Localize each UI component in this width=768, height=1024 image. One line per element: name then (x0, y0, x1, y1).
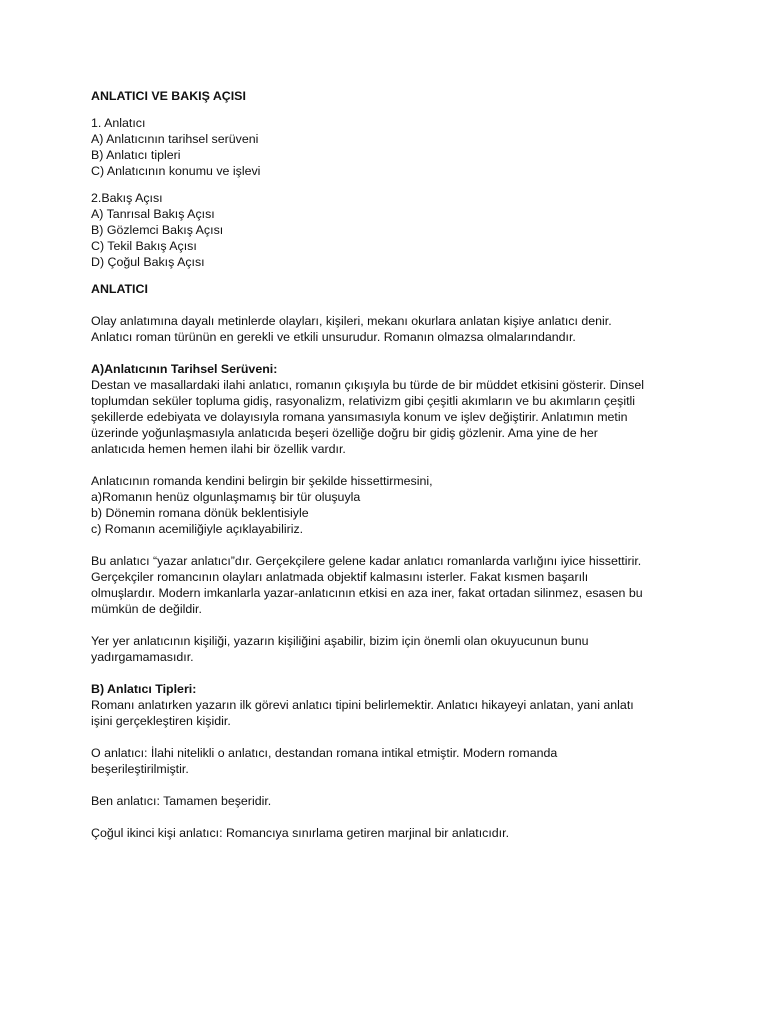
list-item: c) Romanın acemiliğiyle açıklayabiliriz. (91, 522, 304, 536)
outline-2-item: B) Gözlemci Bakış Açısı (91, 223, 224, 237)
subsection-heading-a: A)Anlatıcının Tarihsel Serüveni: (91, 362, 278, 376)
paragraph-line: mümkün de değildir. (91, 602, 202, 616)
paragraph-line: olmuşlardır. Modern imkanlarla yazar-anlatıcının etkisi en aza iner, fakat ortadan silinmez, esasen bu (91, 586, 643, 600)
paragraph-line: beşerileştirilmiştir. (91, 762, 189, 776)
outline-1-item: B) Anlatıcı tipleri (91, 148, 181, 162)
outline-1-item: C) Anlatıcının konumu ve işlevi (91, 164, 261, 178)
paragraph-line: Ben anlatıcı: Tamamen beşeridir. (91, 794, 272, 808)
outline-1-item: A) Anlatıcının tarihsel serüveni (91, 132, 259, 146)
paragraph-line: Olay anlatımına dayalı metinlerde olayları, kişileri, mekanı okurlara anlatan kişiye anlatıcı denir. (91, 314, 612, 328)
paragraph-line: O anlatıcı: İlahi nitelikli o anlatıcı, destandan romana intikal etmiştir. Modern romanda (91, 746, 558, 760)
list-item: a)Romanın henüz olgunlaşmamış bir tür oluşuyla (91, 490, 361, 504)
paragraph-line: Destan ve masallardaki ilahi anlatıcı, romanın çıkışıyla bu türde de bir müddet etkisini gösterir. Dinsel (91, 378, 645, 392)
document-title: ANLATICI VE BAKIŞ AÇISI (91, 89, 246, 103)
paragraph-line: yadırgamamasıdır. (91, 650, 194, 664)
paragraph-line: Yer yer anlatıcının kişiliği, yazarın kişiliğini aşabilir, bizim için önemli olan okuyucunun bunu (91, 634, 589, 648)
outline-2-heading: 2.Bakış Açısı (91, 191, 163, 205)
outline-2-item: A) Tanrısal Bakış Açısı (91, 207, 215, 221)
paragraph-line: Romanı anlatırken yazarın ilk görevi anlatıcı tipini belirlemektir. Anlatıcı hikayeyi anlatan, yani anlatı (91, 698, 634, 712)
subsection-heading-b: B) Anlatıcı Tipleri: (91, 682, 197, 696)
outline-2-item: D) Çoğul Bakış Açısı (91, 255, 205, 269)
paragraph-line: şekillerde edebiyata ve dolayısıyla romana yansımasıyla konum ve işlev değiştirir. Anlatımın metin (91, 410, 628, 424)
paragraph-line: üzerinde yoğunlaşmasıyla anlatıcıda beşeri özelliğe doğru bir gidiş gözlenir. Ama yine de her (91, 426, 598, 440)
paragraph-line: toplumdan seküler topluma gidiş, rasyonalizm, relativizm gibi çeşitli akımların ve bu akımların çeşitli (91, 394, 636, 408)
paragraph-line: Çoğul ikinci kişi anlatıcı: Romancıya sınırlama getiren marjinal bir anlatıcıdır. (91, 826, 510, 840)
document-body (91, 88, 681, 841)
paragraph-line: anlatıcıda hemen hemen ilahi bir özellik vardır. (91, 442, 346, 456)
list-intro: Anlatıcının romanda kendini belirgin bir şekilde hissettirmesini, (91, 474, 433, 488)
outline-1-heading: 1. Anlatıcı (91, 116, 146, 130)
list-item: b) Dönemin romana dönük beklentisiyle (91, 506, 309, 520)
section-heading: ANLATICI (91, 282, 148, 296)
paragraph-line: Anlatıcı roman türünün en gerekli ve etkili unsurudur. Romanın olmazsa olmalarındandır. (91, 330, 576, 344)
paragraph-line: Gerçekçiler romancının olayları anlatmada objektif kalmasını isterler. Fakat kısmen başarılı (91, 570, 589, 584)
outline-2-item: C) Tekil Bakış Açısı (91, 239, 197, 253)
paragraph-line: işini gerçekleştiren kişidir. (91, 714, 231, 728)
paragraph-line: Bu anlatıcı “yazar anlatıcı”dır. Gerçekçilere gelene kadar anlatıcı romanlarda varlığını iyice hissettirir. (91, 554, 642, 568)
